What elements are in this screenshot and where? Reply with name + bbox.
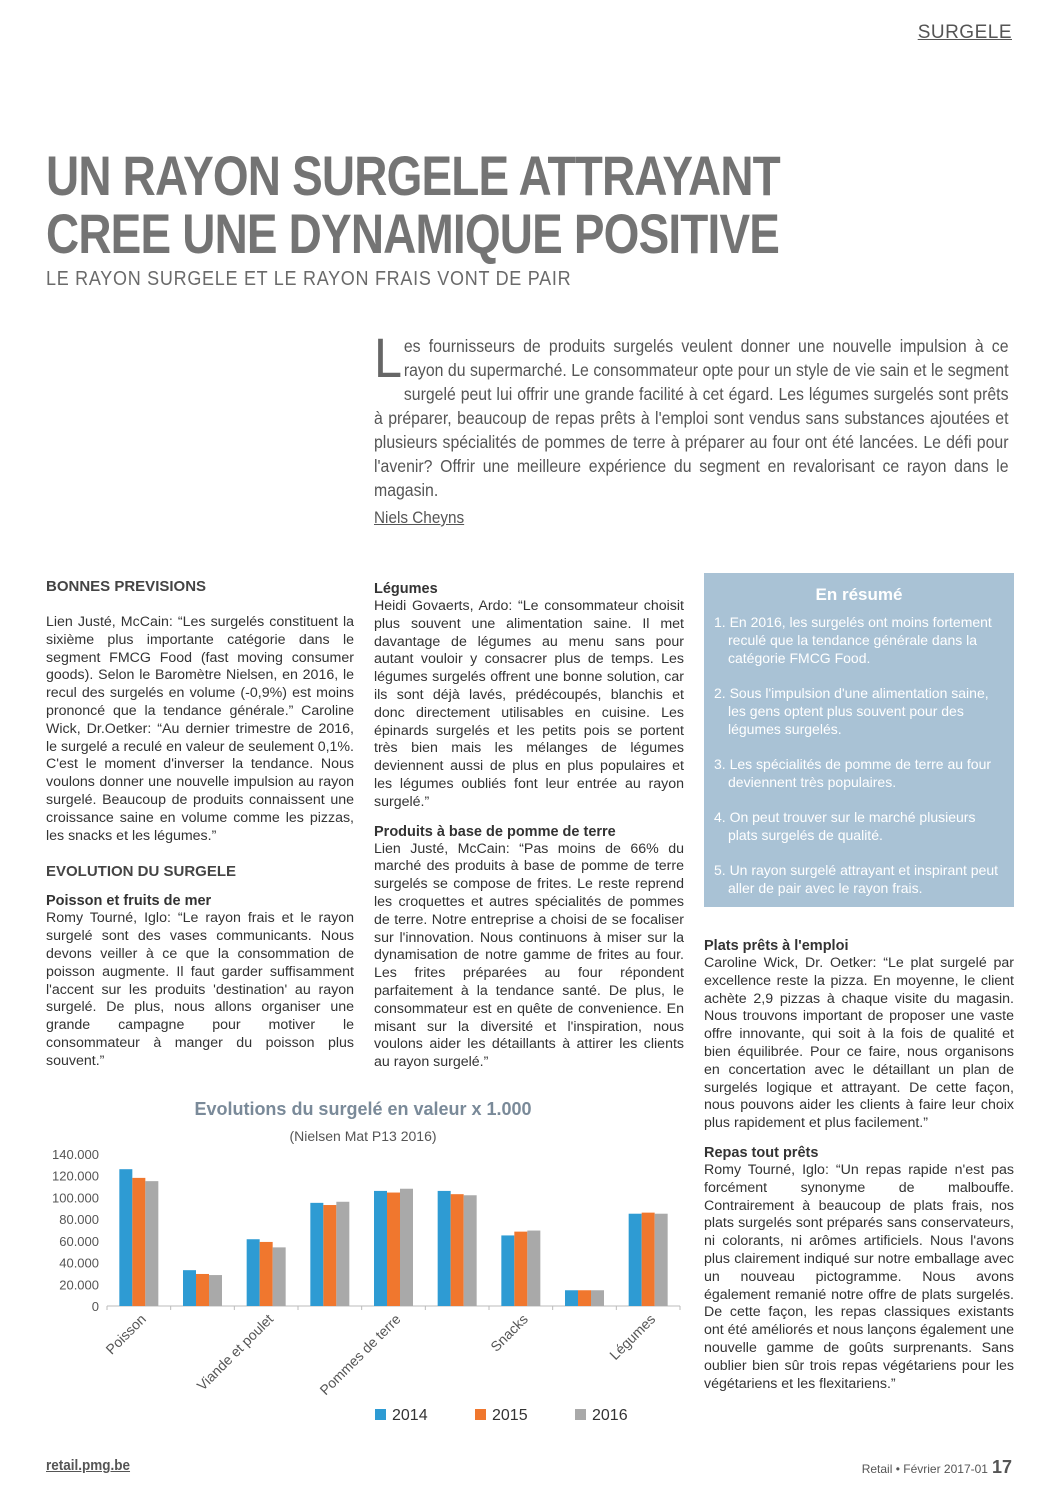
summary-item: 4. On peut trouver sur le marché plusieurs plats surgelés de qualité.	[714, 809, 976, 843]
footer-issue	[862, 1457, 1012, 1478]
bar-2016	[145, 1181, 158, 1306]
x-category-label: Légumes	[606, 1310, 659, 1363]
heading-pomme-de-terre: Produits à base de pomme de terre	[374, 823, 616, 840]
intro-text: es fournisseurs de produits surgelés veulent donner une nouvelle impulsion à ce rayon du supermarché. Le consommateur opte pour un style de vie sain et le segment surgelé peut lui offrir une grande facilité à cet égard. Les légumes surgelés sont prêts à préparer, beaucoup de repas prêts à l'emploi sont vendus sans substances ajoutées et plusieurs spécialités de pommes de terre à préparer au four ont été lancées. Le défi pour l'avenir? Offrir une meilleure expérience du segment en revalorisant ce rayon dans le magasin.	[374, 336, 1009, 500]
page-subtitle: LE RAYON SURGELE ET LE RAYON FRAIS VONT DE PAIR	[46, 268, 572, 290]
x-category-label: Snacks	[487, 1310, 531, 1355]
issue-label: Retail • Février 2017-01	[861, 1462, 988, 1476]
bar-2015	[260, 1242, 273, 1306]
heading-legumes: Légumes	[374, 581, 438, 597]
legend-swatch	[375, 1409, 386, 1420]
bar-2014	[629, 1214, 642, 1306]
y-tick-label: 100.000	[52, 1190, 99, 1206]
x-category-label: Pommes de terre	[316, 1310, 404, 1399]
bar-2015	[196, 1274, 209, 1306]
legend-label: 2016	[592, 1407, 628, 1424]
summary-heading: En résumé	[815, 585, 903, 604]
legend-label: 2014	[392, 1407, 428, 1424]
footer-site-link[interactable]: retail.pmg.be	[46, 1457, 131, 1474]
summary-item: 3. Les spécialités de pomme de terre au four deviennent très populaires.	[714, 756, 992, 790]
page-number: 17	[991, 1457, 1012, 1477]
bar-2014	[565, 1290, 578, 1306]
heading-repas: Repas tout prêts	[704, 1144, 819, 1161]
heading-poisson: Poisson et fruits de mer	[46, 893, 212, 910]
y-tick-label: 80.000	[59, 1212, 99, 1228]
bar-2016	[336, 1202, 349, 1306]
section-tag: SURGELE	[917, 22, 1012, 43]
y-tick-label: 20.000	[59, 1277, 99, 1293]
title-line-2: CREE UNE DYNAMIQUE POSITIVE	[46, 202, 780, 265]
bar-2014	[183, 1270, 196, 1306]
paragraph: Heidi Govaerts, Ardo: “Le consommateur choisit plus souvent une alimentation saine. Il met davantage de légumes au menu sans pour autant vouloir y consacrer plus de temps. Les légumes surgelés offrent une bonne solution, car ils sont déjà lavés, prédécoupés, blanchis et donc directement utilisables en cuisine. Les épinards surgelés et les petits pois se portent très bien mais les mélanges de légumes deviennent aussi de plus en plus populaires et les légumes oubliés font leur entrée au rayon surgelé.”	[374, 598, 684, 810]
chart-title: Evolutions du surgelé en valeur x 1.000	[194, 1099, 532, 1119]
bar-2014	[247, 1239, 260, 1306]
y-tick-label: 60.000	[59, 1233, 99, 1249]
x-category-label: Viande et poulet	[193, 1310, 277, 1394]
summary-box	[704, 573, 1014, 907]
bar-2015	[323, 1205, 336, 1306]
legend-label: 2015	[492, 1407, 528, 1424]
intro-paragraph	[374, 326, 1009, 502]
bar-2014	[310, 1203, 323, 1306]
column-1	[46, 578, 354, 1071]
page-title	[46, 144, 784, 265]
bar-2014	[438, 1191, 451, 1306]
paragraph: Lien Justé, McCain: “Pas moins de 66% du marché des produits à base de pomme de terre surgelés se compose de frites. Le reste reprend les croquettes et autres spécialités de pommes de terre. Notre entreprise a choisi de se focaliser sur l'innovation. Nous continuons à miser sur la dynamisation de notre gamme de frites au four. Les frites préparées au four répondent parfaitement à la tendance santé. De plus, le consommateur est en quête de convenience. En misant sur la diversité et l'inspiration, nous voulons aider les détaillants à attirer les clients au rayon surgelé.”	[374, 840, 684, 1071]
heading-bonnes-previsions: BONNES PREVISIONS	[46, 578, 207, 595]
dropcap: L	[374, 326, 403, 389]
paragraph: Caroline Wick, Dr. Oetker: “Le plat surgelé par excellence reste la pizza. En moyenne, le client achète 2,9 pizzas à chaque visite du magasin. Nous trouvons important de proposer une vaste offre innovante, qui soit à la fois de qualité et bien équilibrée. Pour ce faire, nous organisons en concertation avec le détaillant un plan de surgelés logique et attrayant. De cette façon, nous pouvons aider les clients à faire leur choix plus rapidement et plus facilement.”	[704, 955, 1014, 1132]
bar-2016	[209, 1275, 222, 1306]
bar-2015	[387, 1193, 400, 1306]
paragraph: Romy Tourné, Iglo: “Un repas rapide n'est pas forcément synonyme de malbouffe. Contrairement à beaucoup de plats frais, nos plats surgelés sont préparés sans conservateurs, ni colorants, ni arômes artificiels. Nous l'avons plus clairement indiqué sur notre emballage avec un nouveau pictogramme. Nous avons également remanié notre offre de plats surgelés. De cette façon, les repas classiques existants ont été améliorés et nous lançons également une nouvelle gamme de goûts surprenants. Sans oublier bien sûr trois repas végétariens pour les végétariens et les flexitariens.”	[704, 1161, 1014, 1392]
bar-2016	[591, 1290, 604, 1306]
paragraph: Romy Tourné, Iglo: “Le rayon frais et le rayon surgelé sont des vases communicants. Nous devons veiller à ce que la consommation de poisson augmente. Il faut garder suffisamment l'accent sur les produits 'destination' au rayon surgelé. De plus, nous allons organiser une grande campagne pour motiver le consommateur à manger du poisson plus souvent.”	[46, 910, 354, 1069]
bar-2016	[527, 1231, 540, 1306]
title-line-1: UN RAYON SURGELE ATTRAYANT	[46, 144, 780, 207]
bar-2014	[374, 1191, 387, 1306]
summary-item: 5. Un rayon surgelé attrayant et inspirant peut aller de pair avec le rayon frais.	[714, 862, 999, 896]
legend-swatch	[575, 1409, 586, 1420]
y-tick-label: 40.000	[59, 1255, 99, 1271]
column-3	[704, 938, 1014, 1393]
bar-2015	[578, 1290, 591, 1306]
bar-2016	[464, 1195, 477, 1306]
y-tick-label: 120.000	[52, 1168, 99, 1184]
x-category-label: Poisson	[102, 1310, 149, 1358]
summary-item: 1. En 2016, les surgelés ont moins fortement reculé que la tendance générale dans la catégorie FMCG Food.	[714, 614, 992, 666]
author-link[interactable]: Niels Cheyns	[374, 508, 465, 527]
paragraph: Lien Justé, McCain: “Les surgelés constituent la sixième plus importante catégorie dans le segment FMCG Food (fast moving consumer goods). Selon le Baromètre Nielsen, en 2016, le recul des surgelés en volume (-0,9%) est moins prononcé que la tendance générale.” Caroline Wick, Dr.Oetker: “Au dernier trimestre de 2016, le surgelé a reculé en valeur de seulement 0,1%. C'est le moment d'inverser la tendance. Nous voulons donner une nouvelle impulsion au rayon surgelé. Beaucoup de produits connaissent une croissance saine en volume comme les pizzas, les snacks et les légumes.”	[46, 614, 354, 844]
y-tick-label: 0	[91, 1299, 99, 1314]
bar-2016	[655, 1214, 668, 1306]
bar-chart	[40, 1144, 690, 1434]
bar-2015	[514, 1232, 527, 1306]
summary-item: 2. Sous l'impulsion d'une alimentation saine, les gens optent plus souvent pour des légumes surgelés.	[714, 685, 989, 737]
bar-2015	[642, 1213, 655, 1306]
bar-2016	[400, 1189, 413, 1306]
bar-2015	[451, 1194, 464, 1306]
bar-2016	[273, 1247, 286, 1306]
bar-2015	[132, 1178, 145, 1306]
heading-plats-prets: Plats prêts à l'emploi	[704, 938, 849, 954]
legend-swatch	[475, 1409, 486, 1420]
bar-2014	[501, 1235, 514, 1306]
column-2	[374, 581, 684, 1072]
y-tick-label: 140.000	[52, 1147, 99, 1162]
bar-2014	[119, 1169, 132, 1306]
chart-subtitle: (Nielsen Mat P13 2016)	[289, 1128, 437, 1144]
heading-evolution: EVOLUTION DU SURGELE	[46, 863, 237, 881]
